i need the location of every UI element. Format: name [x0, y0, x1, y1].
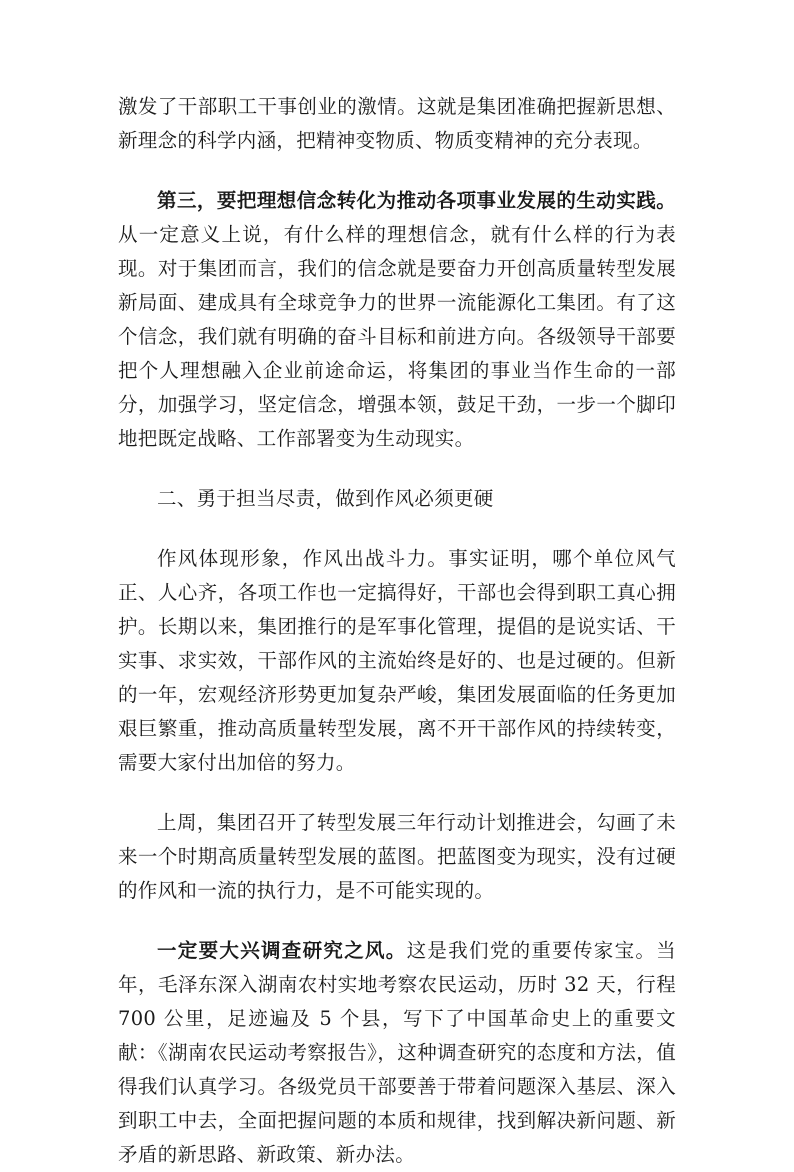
- paragraph-text: 上周，集团召开了转型发展三年行动计划推进会，勾画了未来一个时期高质量转型发展的蓝图。把蓝图变为现实，没有过硬的作风和一流的执行力，是不可能实现的。: [118, 811, 676, 902]
- paragraph-third-point: [118, 184, 676, 456]
- paragraph-style: [118, 542, 676, 780]
- section-heading-text: 二、勇于担当尽责，做到作风必须更硬: [157, 487, 494, 510]
- section-heading: [118, 482, 676, 516]
- paragraph-text: 作风体现形象，作风出战斗力。事实证明，哪个单位风气正、人心齐，各项工作也一定搞得好，干部也会得到职工真心拥护。长期以来，集团推行的是军事化管理，提倡的是说实话、干实事、求实效，干部作风的主流始终是好的、也是过硬的。但新的一年，宏观经济形势更加复杂严峻，集团发展面临的任务更加艰巨繁重，推动高质量转型发展，离不开干部作风的持续转变，需要大家付出加倍的努力。: [118, 547, 676, 774]
- paragraph-investigation: [118, 934, 676, 1172]
- paragraph-lead: 第三，要把理想信念转化为推动各项事业发展的生动实践。: [157, 189, 676, 212]
- paragraph-lead: 一定要大兴调查研究之风。: [157, 939, 407, 962]
- paragraph-continuation: [118, 90, 676, 158]
- paragraph-last-week: [118, 806, 676, 908]
- paragraph-text: 激发了干部职工干事创业的激情。这就是集团准确把握新思想、新理念的科学内涵，把精神变物质、物质变精神的充分表现。: [118, 95, 676, 152]
- paragraph-text: 这是我们党的重要传家宝。当年，毛泽东深入湖南农村实地考察农民运动，历时 32 天，行程 700 公里，足迹遍及 5 个县，写下了中国革命史上的重要文献：《湖南农民运动考察报告》，这种调查研究的态度和方法，值得我们认真学习。各级党员干部要善于带着问题深入基层、深入到职工中去，全面把握问题的本质和规律，找到解决新问题、新矛盾的新思路、新政策、新办法。: [118, 939, 676, 1166]
- paragraph-text: 从一定意义上说，有什么样的理想信念，就有什么样的行为表现。对于集团而言，我们的信念就是要奋力开创高质量转型发展新局面、建成具有全球竞争力的世界一流能源化工集团。有了这个信念，我们就有明确的奋斗目标和前进方向。各级领导干部要把个人理想融入企业前途命运，将集团的事业当作生命的一部分，加强学习，坚定信念，增强本领，鼓足干劲，一步一个脚印地把既定战略、工作部署变为生动现实。: [118, 223, 676, 450]
